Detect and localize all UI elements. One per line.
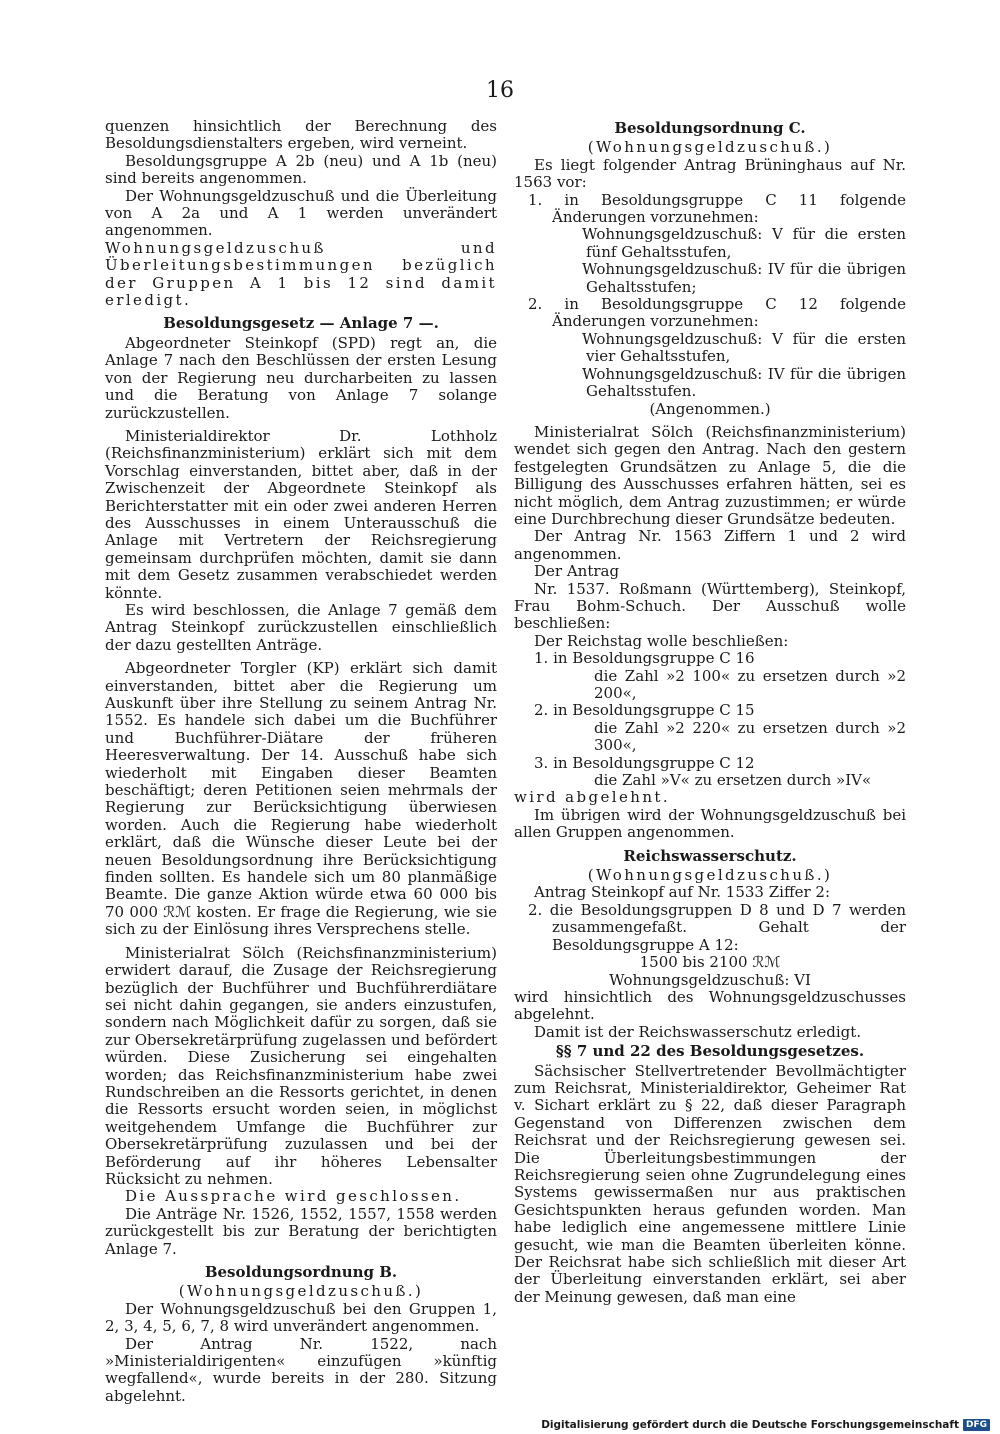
left-paragraph-2: Besoldungsgruppe A 2b (neu) und A 1b (neu) sind bereits angenommen.	[105, 151, 497, 188]
resolution-item-1: 1. in Besoldungsgruppe C 16	[534, 649, 755, 668]
resolution-item-3: 3. in Besoldungsgruppe C 12	[534, 753, 755, 772]
right-paragraph-12: Damit ist der Reichswasserschutz erledigt.	[534, 1022, 862, 1041]
dfg-logo: DFG	[963, 1419, 990, 1431]
right-paragraph-6: Der Reichstag wolle beschließen:	[534, 631, 789, 650]
section-heading-reichswasserschutz: Reichswasserschutz.	[623, 846, 797, 865]
left-paragraph-9: Ministerialrat Sölch (Reichsfinanzministerium) erwidert darauf, die Zusage der Reichsregierung bezüglich der Buchführer und Buchführerdiätare sei nicht dahin gegangen, sie anders einzustufen, sondern nach Möglichkeit dafür zu sorgen, daß sie zur Obersekretärprüfung zugelassen und befördert würden. Diese Zusicherung sei eingehalten worden; das Reichsfinanzministerium habe zwei Rundschreiben an die Ressorts gerichtet, in denen die Ressorts ersucht worden seien, in möglichst weitgehendem Umfange die Buchführer zur Obersekretärprüfung zuzulassen und bei der Beförderung auf ihr höheres Lebensalter Rücksicht zu nehmen.	[105, 943, 497, 1188]
footer-credit	[541, 1418, 990, 1432]
section-subheading-c: (Wohnungsgeldzuschuß.)	[587, 138, 833, 157]
list-item-1a: Wohnungsgeldzuschuß: V für die ersten fünf Gehaltsstufen,	[582, 225, 906, 261]
section-heading-paragraphs-7-22: §§ 7 und 22 des Besoldungsgesetzes.	[555, 1042, 865, 1061]
right-paragraph-1: Es liegt folgender Antrag Brüninghaus auf Nr. 1563 vor:	[514, 155, 906, 192]
section-heading-besoldungsordnung-b: Besoldungsordnung B.	[204, 1263, 398, 1281]
left-paragraph-10: Die Aussprache wird geschlossen.	[125, 1187, 462, 1206]
section-subheading-b: (Wohnungsgeldzuschuß.)	[178, 1282, 424, 1301]
page-number: 16	[486, 78, 514, 103]
left-paragraph-1: quenzen hinsichtlich der Berechnung des Besoldungsdienstalters ergeben, wird verneint.	[105, 117, 497, 153]
section-heading-besoldungsgesetz: Besoldungsgesetz — Anlage 7 —.	[163, 314, 439, 333]
left-paragraph-3: Der Wohnungsgeldzuschuß und die Überleitung von A 2a und A 1 werden unverändert angenommen.	[105, 186, 497, 240]
right-paragraph-8: Im übrigen wird der Wohnungsgeldzuschuß bei allen Gruppen angenommen.	[514, 805, 906, 842]
section-subheading-reichswasserschutz: (Wohnungsgeldzuschuß.)	[587, 866, 833, 885]
right-paragraph-5: Nr. 1537. Roßmann (Württemberg), Steinkopf, Frau Bohm-Schuch. Der Ausschuß wolle beschließen:	[514, 579, 906, 633]
footer-text: Digitalisierung gefördert durch die Deutsche Forschungsgemeinschaft	[541, 1419, 959, 1431]
right-paragraph-10: 2. die Besoldungsgruppen D 8 und D 7 werden zusammengefaßt. Gehalt der Besoldungsgruppe A 12:	[528, 900, 906, 954]
right-paragraph-7: wird abgelehnt.	[514, 788, 670, 807]
right-paragraph-13: Sächsischer Stellvertretender Bevollmächtigter zum Reichsrat, Ministerialdirektor, Geheimer Rat v. Sichart erklärt zu § 22, daß dieser Paragraph Gegenstand von Differenzen zwischen dem Reichsrat und der Reichsregierung gewesen sei. Die Überleitungsbestimmungen der Reichsregierung seien ohne Zugrundelegung eines Systems gewissermaßen nur aus praktischen Gesichtspunkten heraus gefunden worden. Man habe lediglich eine angemessene mittlere Linie gesucht, wie man die Beamten überleiten könne. Der Reichsrat habe sich schließlich mit dieser Art der Überleitung einverstanden erklärt, sei aber der Meinung gewesen, daß man eine	[514, 1061, 906, 1306]
left-paragraph-12: Der Wohnungsgeldzuschuß bei den Gruppen 1, 2, 3, 4, 5, 6, 7, 8 wird unverändert angenommen.	[105, 1299, 497, 1336]
resolution-item-2-detail: die Zahl »2 220« zu ersetzen durch »2 300«,	[594, 718, 906, 755]
section-heading-besoldungsordnung-c: Besoldungsordnung C.	[614, 119, 806, 137]
salary-line: 1500 bis 2100 ℛℳ	[639, 953, 781, 972]
left-paragraph-5: Abgeordneter Steinkopf (SPD) regt an, die Anlage 7 nach den Beschlüssen der ersten Lesung von der Regierung neu durcharbeiten zu lassen und die Beratung von Anlage 7 solange zurückzustellen.	[105, 333, 497, 422]
left-paragraph-6: Ministerialdirektor Dr. Lothholz (Reichsfinanzministerium) erklärt sich mit dem Vorschlag einverstanden, bittet aber, daß in der Zwischenzeit der Abgeordnete Steinkopf als Berichterstatter mit ein oder zwei anderen Herren des Ausschusses in einem Unterausschuß die Anlage mit Vertretern der Reichsregierung gemeinsam durchprüfen möchten, damit sie dann mit dem Gesetz zusammen verabschiedet werden könnte.	[105, 426, 497, 602]
resolution-item-3-detail: die Zahl »V« zu ersetzen durch »IV«	[594, 771, 872, 790]
left-paragraph-7: Es wird beschlossen, die Anlage 7 gemäß dem Antrag Steinkopf zurückzustellen einschließlich der dazu gestellten Anträge.	[105, 600, 497, 654]
left-paragraph-4: Wohnungsgeldzuschuß und Überleitungsbestimmungen bezüglich der Gruppen A 1 bis 12 sind damit erledigt.	[105, 238, 497, 310]
wgz-line: Wohnungsgeldzuschuß: VI	[609, 970, 811, 989]
list-item-2b: Wohnungsgeldzuschuß: IV für die übrigen Gehaltsstufen.	[582, 364, 906, 401]
accepted-note: (Angenommen.)	[649, 399, 771, 418]
left-paragraph-11: Die Anträge Nr. 1526, 1552, 1557, 1558 werden zurückgestellt bis zur Beratung der berichtigten Anlage 7.	[105, 1204, 497, 1258]
list-item-1b: Wohnungsgeldzuschuß: IV für die übrigen Gehaltsstufen;	[582, 260, 906, 296]
right-paragraph-11: wird hinsichtlich des Wohnungsgeldzuschusses abgelehnt.	[514, 987, 906, 1024]
left-paragraph-13: Der Antrag Nr. 1522, nach »Ministerialdirigenten« einzufügen »künftig wegfallend«, wurde bereits in der 280. Sitzung abgelehnt.	[105, 1334, 497, 1405]
left-column	[105, 118, 497, 1405]
left-paragraph-8: Abgeordneter Torgler (KP) erklärt sich damit einverstanden, bittet aber die Regierung um Auskunft über ihre Stellung zu seinem Antrag Nr. 1552. Es handele sich dabei um die Buchführer und Buchführer-Diätare der früheren Heeresverwaltung. Der 14. Ausschuß habe sich wiederholt mit Eingaben dieser Beamten beschäftigt; deren Petitionen seien mehrmals der Regierung zur Berücksichtigung überwiesen worden. Auch die Regierung habe wiederholt erklärt, daß die Wünsche dieser Leute bei der neuen Besoldungsordnung ihre Berücksichtigung finden sollten. Es handele sich um 80 planmäßige Beamte. Die ganze Aktion würde etwa 60 000 bis 70 000 ℛℳ kosten. Er frage die Regierung, wie sie sich zu der Einlösung ihres Versprechens stelle.	[105, 659, 497, 939]
right-paragraph-4: Der Antrag	[534, 562, 620, 581]
list-item-1: 1. in Besoldungsgruppe C 11 folgende Änderungen vorzunehmen:	[528, 190, 906, 227]
list-item-2: 2. in Besoldungsgruppe C 12 folgende Änderungen vorzunehmen:	[528, 295, 906, 331]
right-paragraph-9: Antrag Steinkopf auf Nr. 1533 Ziffer 2:	[534, 883, 831, 902]
right-paragraph-3: Der Antrag Nr. 1563 Ziffern 1 und 2 wird angenommen.	[514, 527, 906, 563]
resolution-item-2: 2. in Besoldungsgruppe C 15	[534, 701, 755, 720]
list-item-2a: Wohnungsgeldzuschuß: V für die ersten vier Gehaltsstufen,	[582, 329, 906, 366]
right-paragraph-2: Ministerialrat Sölch (Reichsfinanzministerium) wendet sich gegen den Antrag. Nach den gestern festgelegten Grundsätzen zu Anlage 5, die die Billigung des Ausschusses erfahren hätten, sei es nicht möglich, dem Antrag zuzustimmen; er würde eine Durchbrechung dieser Grundsätze bedeuten.	[514, 422, 906, 528]
resolution-item-1-detail: die Zahl »2 100« zu ersetzen durch »2 200«,	[594, 666, 906, 702]
right-column	[514, 118, 906, 1306]
